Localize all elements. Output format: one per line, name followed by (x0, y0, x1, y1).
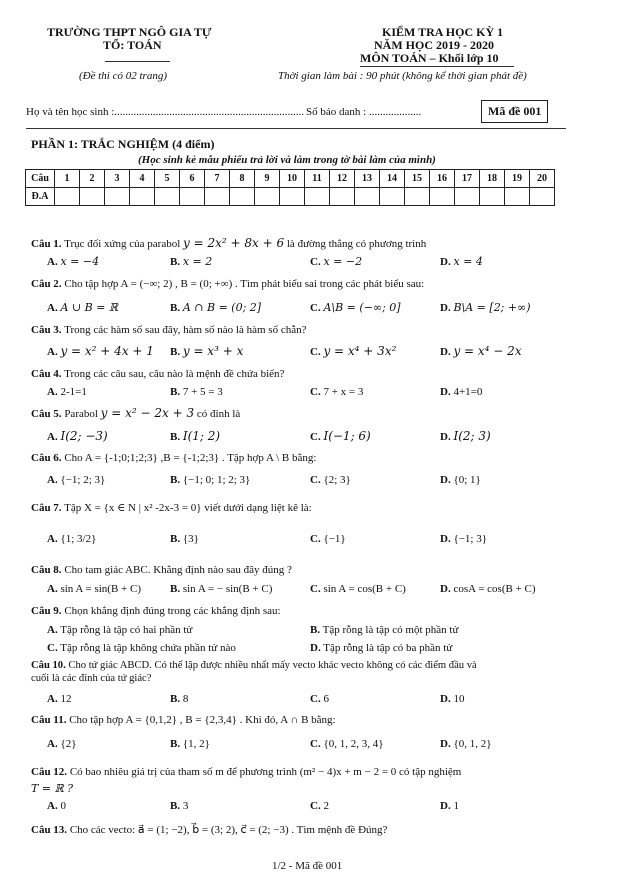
option-c: C. y = x⁴ + 3x² (310, 344, 397, 358)
table-cell: 9 (255, 170, 280, 188)
question-7: Câu 7. Tập X = {x ∈ N | x² -2x-3 = 0} viết dưới dạng liệt kê là: (31, 502, 312, 514)
question-2: Câu 2. Cho tập hợp A = (−∞; 2) , B = (0; +∞) . Tìm phát biểu sai trong các phát biểu sau: (31, 278, 425, 290)
option-a: A. I(2; −3) (47, 429, 108, 443)
table-cell: 8 (230, 170, 255, 188)
answer-table (25, 169, 555, 206)
answer-cell (405, 188, 430, 206)
student-id-field: Số báo danh : ................... (306, 106, 422, 118)
table-cell: 18 (480, 170, 505, 188)
student-name-field: Họ và tên học sinh :..................................................................... (26, 106, 305, 118)
table-cell: 6 (180, 170, 205, 188)
section-note: (Học sinh kẻ mẫu phiếu trả lời và làm trong tờ bài làm của mình) (138, 154, 436, 166)
option-b: B. {3} (170, 533, 199, 545)
option-a: A. 0 (47, 800, 66, 812)
exam-title: KIỂM TRA HỌC KỲ 1 (382, 25, 504, 39)
question-9: Câu 9. Chọn khẳng định đúng trong các khẳng định sau: (31, 605, 281, 617)
table-cell: 20 (530, 170, 555, 188)
answer-cell (280, 188, 305, 206)
subject-underline (360, 66, 514, 67)
option-b: B. x = 2 (170, 255, 213, 268)
option-c: C. Tập rỗng là tập không chứa phần tử nào (47, 642, 236, 654)
option-b: B. Tập rỗng là tập có một phần tử (310, 624, 459, 636)
question-text: Trục đối xứng của parabol (64, 238, 181, 250)
question-11: Câu 11. Cho tập hợp A = {0,1,2} , B = {2,3,4} . Khi đó, A ∩ B bằng: (31, 714, 336, 726)
option-b: B. 8 (170, 693, 189, 705)
option-c: C. 7 + x = 3 (310, 386, 364, 398)
option-b: B. I(1; 2) (170, 429, 221, 443)
answer-cell (80, 188, 105, 206)
option-c: C. {2; 3} (310, 474, 351, 486)
option-b: B. y = x³ + x (170, 344, 244, 358)
question-10-cont: cuối là các đỉnh của tứ giác? (31, 673, 152, 684)
option-d: D. x = 4 (440, 255, 483, 268)
option-d: D. {−1; 3} (440, 533, 488, 545)
question-13: Câu 13. Cho các vecto: a⃗ = (1; −2), b⃗ = (3; 2), c⃗ = (2; −3) . Tìm mệnh đề Đúng? (31, 824, 388, 836)
school-name: TRƯỜNG THPT NGÔ GIA TỰ (47, 25, 212, 39)
answer-cell (255, 188, 280, 206)
option-d: D. {0, 1, 2} (440, 738, 492, 750)
option-a: A. Tập rỗng là tập có hai phần tử (47, 624, 193, 636)
time-note: Thời gian làm bài : 90 phút (không kể thời gian phát đề) (278, 70, 527, 82)
option-b: B. sin A = − sin(B + C) (170, 583, 273, 595)
option-b: B. 3 (170, 800, 189, 812)
answer-cell (205, 188, 230, 206)
answer-cell (180, 188, 205, 206)
table-cell: 11 (305, 170, 330, 188)
option-d: D. 1 (440, 800, 459, 812)
table-cell: 7 (205, 170, 230, 188)
question-1 (31, 236, 426, 250)
question-4: Câu 4. Trong các câu sau, câu nào là mệnh đề chứa biến? (31, 368, 285, 380)
question-10: Câu 10. Cho tứ giác ABCD. Có thể lập được nhiều nhất mấy vecto khác vecto không có các điểm đầu và (31, 660, 477, 671)
table-cell: 3 (105, 170, 130, 188)
option-a: A. sin A = sin(B + C) (47, 583, 142, 595)
table-cell: 12 (330, 170, 355, 188)
question-expr: y = 2x² + 8x + 6 (183, 236, 285, 250)
option-b: B. 7 + 5 = 3 (170, 386, 223, 398)
answer-cell (530, 188, 555, 206)
question-8: Câu 8. Cho tam giác ABC. Khẳng định nào sau đây đúng ? (31, 564, 292, 576)
option-d: D. cosA = cos(B + C) (440, 583, 536, 595)
answer-cell (330, 188, 355, 206)
option-a: A. 2-1=1 (47, 386, 87, 398)
answer-cell (480, 188, 505, 206)
school-year: NĂM HỌC 2019 - 2020 (374, 38, 494, 52)
option-a: A. y = x² + 4x + 1 (47, 344, 154, 358)
option-c: C. 6 (310, 693, 329, 705)
table-cell: 5 (155, 170, 180, 188)
answer-cell (55, 188, 80, 206)
question-3: Câu 3. Trong các hàm số sau đây, hàm số nào là hàm số chẵn? (31, 324, 307, 336)
answer-cell (130, 188, 155, 206)
answer-cell (230, 188, 255, 206)
question-12-cont: T = ℝ ? (31, 782, 74, 795)
answer-cell (355, 188, 380, 206)
option-a: A. {1; 3/2} (47, 533, 97, 545)
answer-cell (380, 188, 405, 206)
header-underline (105, 61, 170, 62)
subject: MÔN TOÁN – Khối lớp 10 (360, 51, 499, 65)
table-cell: 2 (80, 170, 105, 188)
option-c: C. A\B = (−∞; 0] (310, 301, 401, 314)
question-number: Câu 1. (31, 238, 62, 250)
option-a: A. {2} (47, 738, 77, 750)
table-cell: 14 (380, 170, 405, 188)
question-6: Câu 6. Cho A = {-1;0;1;2;3} ,B = {-1;2;3} . Tập hợp A \ B bằng: (31, 452, 317, 464)
divider (26, 128, 566, 129)
answer-cell (505, 188, 530, 206)
table-cell: 17 (455, 170, 480, 188)
option-d: D. {0; 1} (440, 474, 481, 486)
department: TỔ: TOÁN (103, 38, 162, 52)
answer-cell (430, 188, 455, 206)
option-c: C. x = −2 (310, 255, 363, 268)
option-d: D. I(2; 3) (440, 429, 491, 443)
table-cell: 13 (355, 170, 380, 188)
table-cell: Đ.A (26, 188, 55, 206)
option-a: A. x = −4 (47, 255, 100, 268)
table-cell: 15 (405, 170, 430, 188)
option-c: C. sin A = cos(B + C) (310, 583, 406, 595)
option-d: D. y = x⁴ − 2x (440, 344, 522, 358)
question-12: Câu 12. Có bao nhiêu giá trị của tham số m để phương trình (m² − 4)x + m − 2 = 0 có tập nghiệm (31, 766, 462, 778)
table-cell: Câu (26, 170, 55, 188)
option-d: D. 4+1=0 (440, 386, 483, 398)
option-a: A. 12 (47, 693, 72, 705)
option-b: B. {−1; 0; 1; 2; 3} (170, 474, 251, 486)
page-footer: 1/2 - Mã đề 001 (272, 860, 343, 872)
question-5: Câu 5. Parabol y = x² − 2x + 3 có đỉnh là (31, 406, 241, 420)
option-a: A. A ∪ B = ℝ (47, 301, 119, 314)
pages-note: (Đề thi có 02 trang) (79, 70, 167, 82)
option-d: D. Tập rỗng là tập có ba phần tử (310, 642, 453, 654)
table-cell: 4 (130, 170, 155, 188)
option-b: B. {1, 2} (170, 738, 210, 750)
option-c: C. 2 (310, 800, 329, 812)
table-cell: 16 (430, 170, 455, 188)
table-row-answers (26, 188, 555, 206)
option-a: A. {−1; 2; 3} (47, 474, 106, 486)
option-c: C. {0, 1, 2, 3, 4} (310, 738, 384, 750)
option-d: D. B\A = [2; +∞) (440, 301, 531, 314)
exam-code-box: Mã đề 001 (481, 100, 548, 123)
answer-cell (455, 188, 480, 206)
answer-cell (305, 188, 330, 206)
table-cell: 1 (55, 170, 80, 188)
option-c: C. I(−1; 6) (310, 429, 371, 443)
answer-cell (155, 188, 180, 206)
table-row-header (26, 170, 555, 188)
section-title: PHẦN 1: TRẮC NGHIỆM (4 điểm) (31, 137, 215, 151)
table-cell: 19 (505, 170, 530, 188)
question-text: là đường thẳng có phương trình (286, 238, 427, 250)
option-b: B. A ∩ B = (0; 2] (170, 301, 262, 314)
table-cell: 10 (280, 170, 305, 188)
option-c: C. {−1} (310, 533, 346, 545)
option-d: D. 10 (440, 693, 465, 705)
answer-cell (105, 188, 130, 206)
